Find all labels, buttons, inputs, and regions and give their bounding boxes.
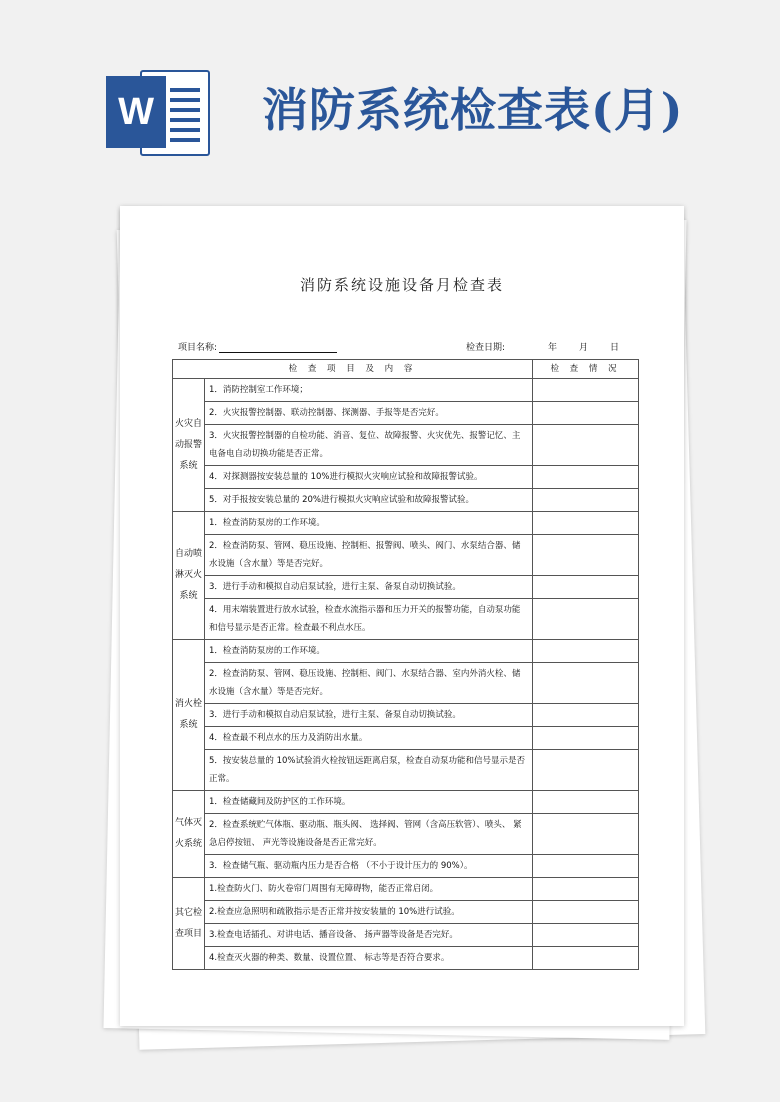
project-name-label: 项目名称: — [178, 343, 218, 353]
table-row — [173, 791, 639, 814]
table-row — [173, 599, 639, 640]
result-cell[interactable] — [533, 512, 639, 535]
table-row — [173, 640, 639, 663]
date-year: 年 — [548, 343, 558, 353]
section-category: 消火栓系统 — [173, 640, 205, 791]
result-cell[interactable] — [533, 947, 639, 970]
table-header-row — [173, 360, 639, 379]
inspection-table — [172, 359, 639, 970]
table-row — [173, 576, 639, 599]
check-date-fields — [548, 340, 641, 353]
date-day: 日 — [610, 343, 620, 353]
check-item: 1．检查储藏间及防护区的工作环境。 — [205, 791, 533, 814]
table-row — [173, 402, 639, 425]
result-cell[interactable] — [533, 878, 639, 901]
table-row — [173, 814, 639, 855]
document-page — [120, 206, 684, 1026]
result-cell[interactable] — [533, 425, 639, 466]
check-item: 1．检查消防泵房的工作环境。 — [205, 640, 533, 663]
word-document-icon — [106, 66, 210, 156]
date-month: 月 — [579, 343, 589, 353]
table-row — [173, 489, 639, 512]
check-item: 2．检查消防泵、管网、稳压设施、控制柜、阀门、水泵结合器、室内外消火栓、储水设施（含水量）等是否完好。 — [205, 663, 533, 704]
table-row — [173, 512, 639, 535]
check-item: 1．消防控制室工作环境； — [205, 379, 533, 402]
header-result: 检 查 情 况 — [533, 360, 639, 379]
result-cell[interactable] — [533, 855, 639, 878]
table-row — [173, 704, 639, 727]
section-category: 火灾自动报警系统 — [173, 379, 205, 512]
result-cell[interactable] — [533, 750, 639, 791]
table-row — [173, 901, 639, 924]
table-row — [173, 924, 639, 947]
check-item: 3.检查电话插孔、对讲电话、播音设备、 扬声器等设备是否完好。 — [205, 924, 533, 947]
table-row — [173, 750, 639, 791]
result-cell[interactable] — [533, 379, 639, 402]
result-cell[interactable] — [533, 402, 639, 425]
table-row — [173, 947, 639, 970]
result-cell[interactable] — [533, 535, 639, 576]
result-cell[interactable] — [533, 924, 639, 947]
section-category: 气体灭火系统 — [173, 791, 205, 878]
result-cell[interactable] — [533, 814, 639, 855]
banner — [0, 0, 780, 190]
result-cell[interactable] — [533, 489, 639, 512]
check-item: 1.检查防火门、防火卷帘门周围有无障碍物，能否正常启闭。 — [205, 878, 533, 901]
check-item: 2.检查应急照明和疏散指示是否正常并按安装量的 10%进行试验。 — [205, 901, 533, 924]
check-item: 2．火灾报警控制器、联动控制器、探测器、手报等是否完好。 — [205, 402, 533, 425]
result-cell[interactable] — [533, 576, 639, 599]
result-cell[interactable] — [533, 640, 639, 663]
check-item: 3．进行手动和模拟自动启泵试验，进行主泵、备泵自动切换试验。 — [205, 704, 533, 727]
result-cell[interactable] — [533, 727, 639, 750]
table-row — [173, 727, 639, 750]
check-item: 5．对手报按安装总量的 20%进行模拟火灾响应试验和故障报警试验。 — [205, 489, 533, 512]
project-name-blank — [219, 343, 337, 353]
result-cell[interactable] — [533, 704, 639, 727]
check-item: 5．按安装总量的 10%试验消火栓按钮远距离启泵，检查自动泵功能和信号显示是否正常。 — [205, 750, 533, 791]
table-row — [173, 535, 639, 576]
result-cell[interactable] — [533, 663, 639, 704]
check-item: 2．检查系统贮气体瓶、驱动瓶、瓶头阀、 选择阀、管网（含高压软管）、喷头、 紧急启停按钮、 声光等设施设备是否正常完好。 — [205, 814, 533, 855]
section-category: 其它检查项目 — [173, 878, 205, 970]
section-category: 自动喷淋灭火系统 — [173, 512, 205, 640]
project-name-field — [178, 340, 337, 353]
table-row — [173, 855, 639, 878]
check-item: 4.检查灭火器的种类、数量、设置位置、 标志等是否符合要求。 — [205, 947, 533, 970]
check-item: 3．火灾报警控制器的自检功能、消音、复位、故障报警、火灾优先、报警记忆、主电备电自动切换功能是否正常。 — [205, 425, 533, 466]
result-cell[interactable] — [533, 791, 639, 814]
banner-title: 消防系统检查表(月) — [262, 83, 684, 137]
header-content: 检 查 项 目 及 内 容 — [173, 360, 533, 379]
table-row — [173, 379, 639, 402]
check-item: 3．进行手动和模拟自动启泵试验，进行主泵、备泵自动切换试验。 — [205, 576, 533, 599]
check-item: 1．检查消防泵房的工作环境。 — [205, 512, 533, 535]
check-item: 2．检查消防泵、管网、稳压设施、控制柜、报警阀、喷头、阀门、水泵结合器、储水设施（含水量）等是否完好。 — [205, 535, 533, 576]
check-item: 4．用末端装置进行放水试验，检查水流指示器和压力开关的报警功能，自动泵功能和信号显示是否正常。检查最不利点水压。 — [205, 599, 533, 640]
check-item: 4．检查最不利点水的压力及消防出水量。 — [205, 727, 533, 750]
check-item: 4．对探测器按安装总量的 10%进行模拟火灾响应试验和故障报警试验。 — [205, 466, 533, 489]
word-icon-letter: W — [106, 76, 166, 148]
check-item: 3．检查储气瓶、驱动瓶内压力是否合格 （不小于设计压力的 90%）。 — [205, 855, 533, 878]
table-row — [173, 425, 639, 466]
document-title: 消防系统设施设备月检查表 — [299, 276, 504, 294]
table-row — [173, 663, 639, 704]
result-cell[interactable] — [533, 901, 639, 924]
table-row — [173, 878, 639, 901]
check-date-label: 检查日期: — [466, 343, 506, 353]
result-cell[interactable] — [533, 466, 639, 489]
table-row — [173, 466, 639, 489]
result-cell[interactable] — [533, 599, 639, 640]
